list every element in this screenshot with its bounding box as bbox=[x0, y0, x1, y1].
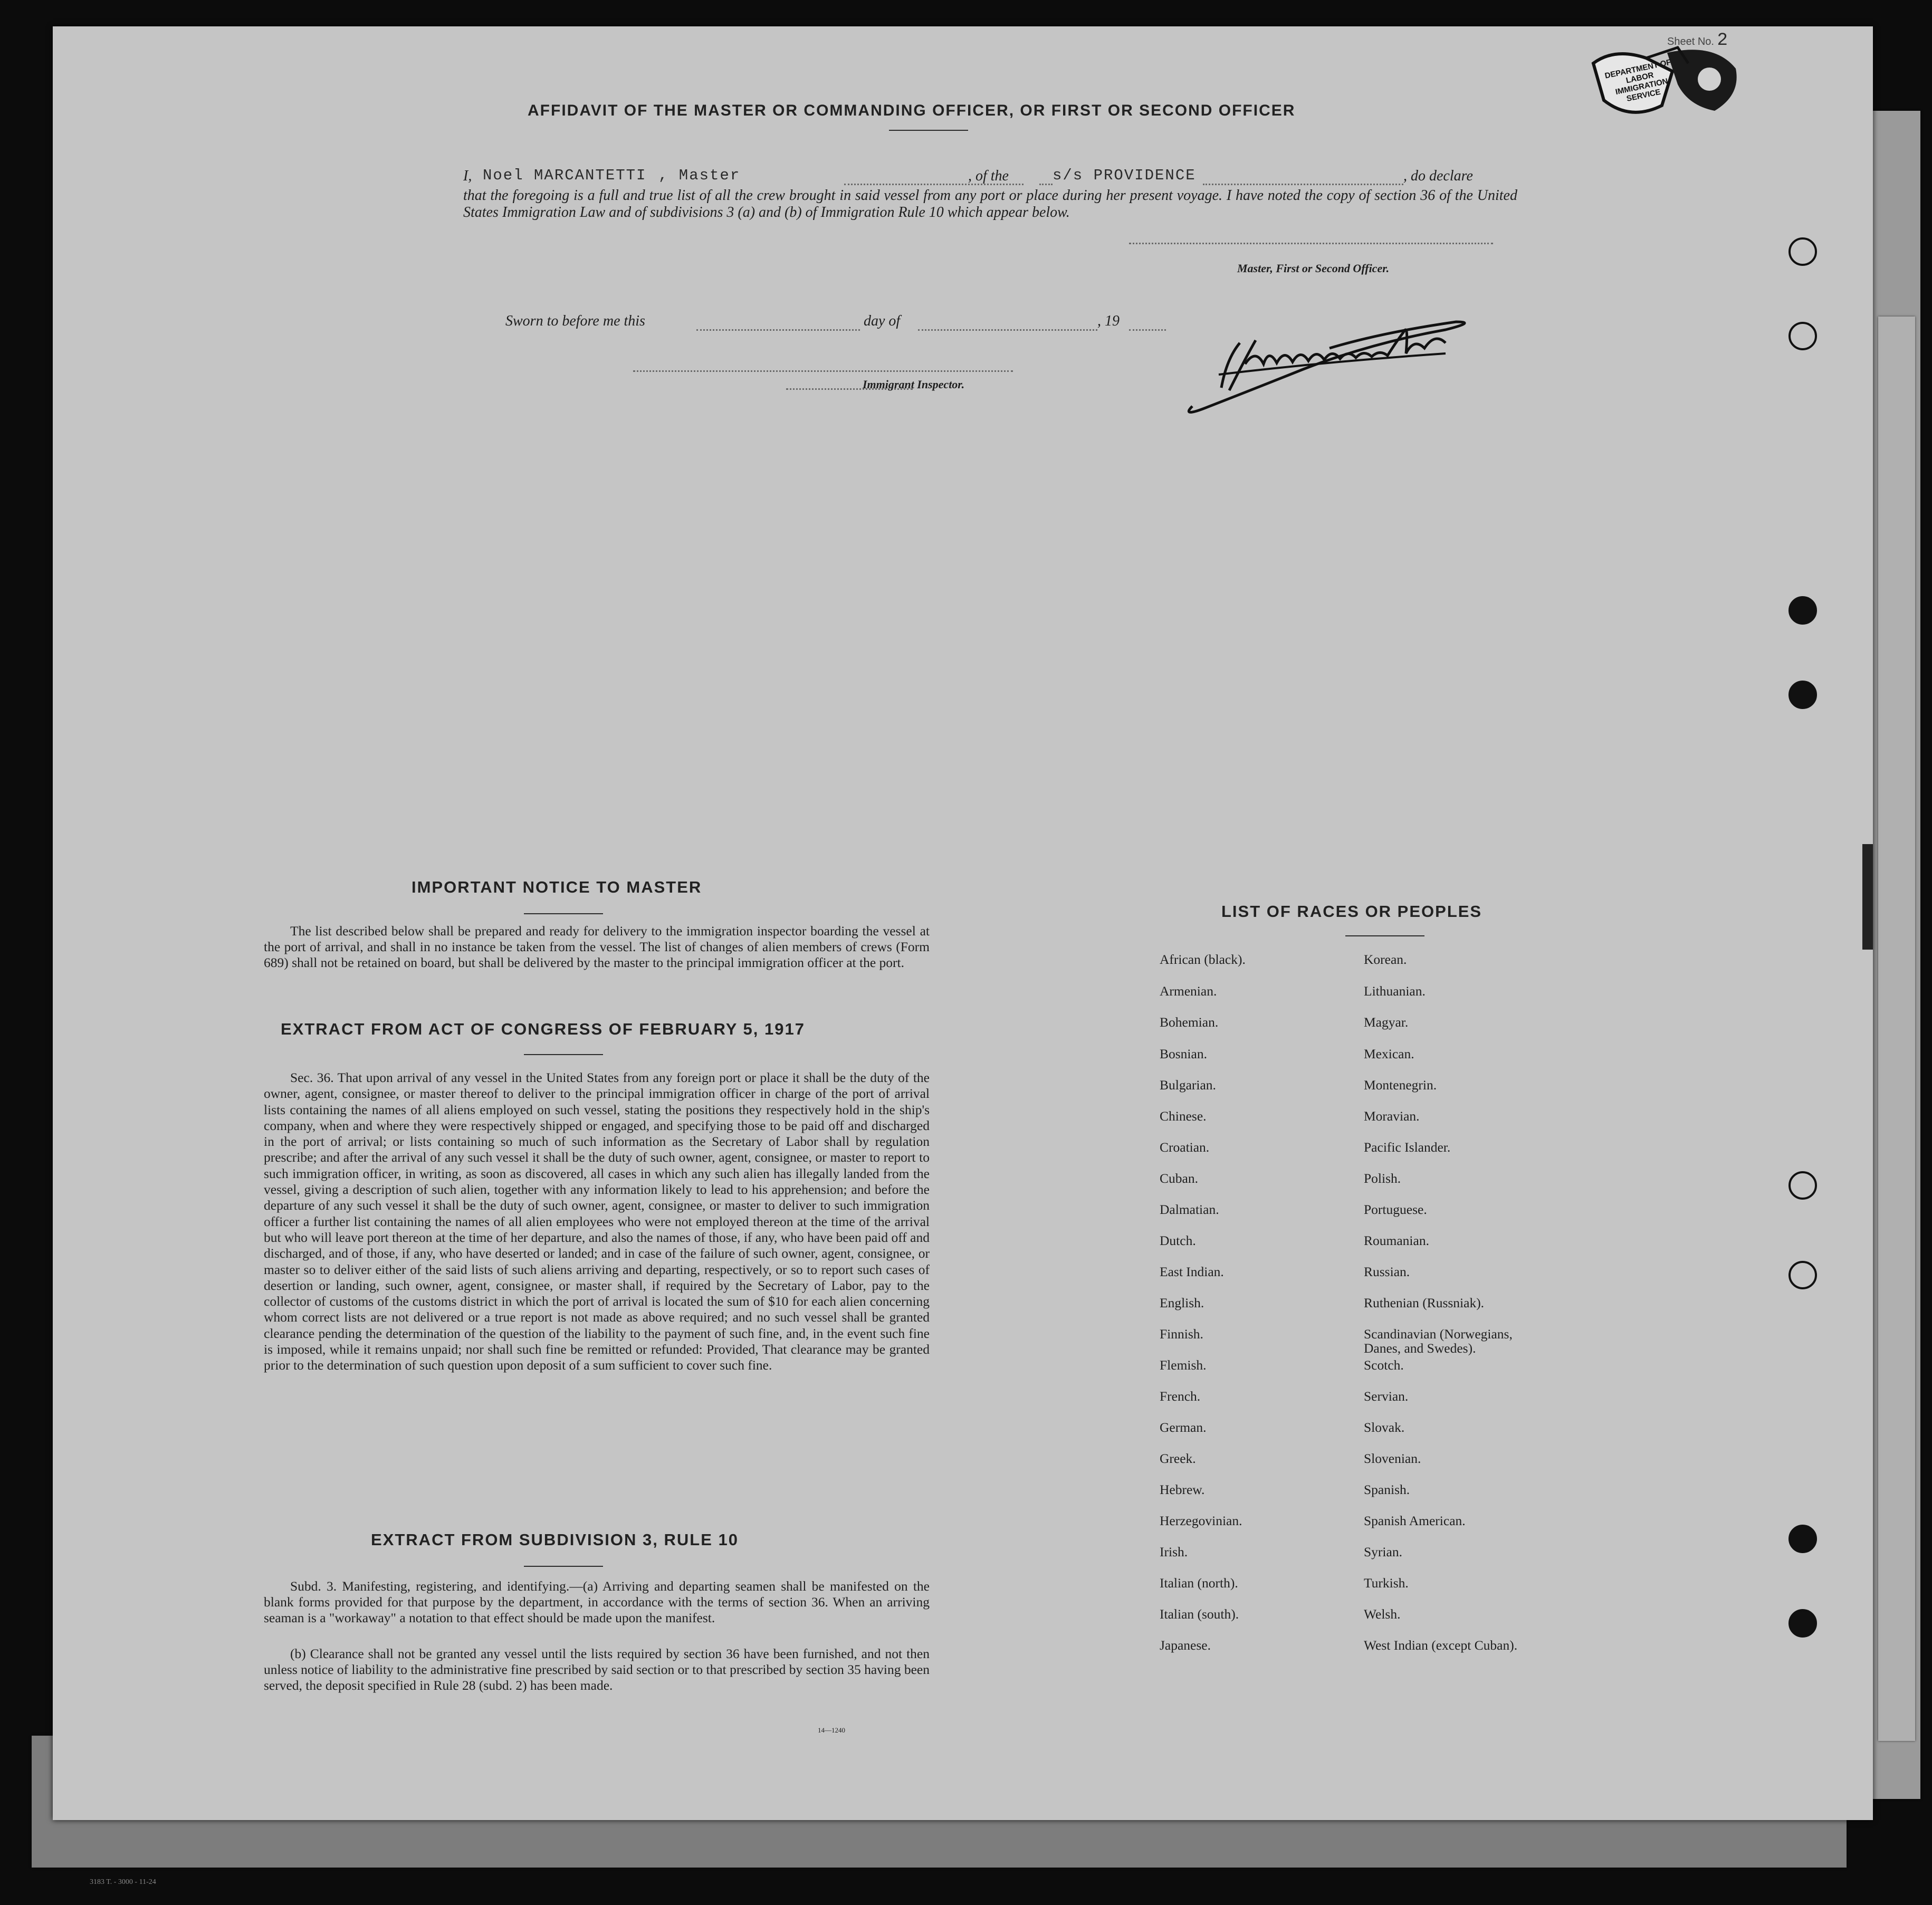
race-item: West Indian (except Cuban). bbox=[1364, 1638, 1518, 1653]
footer-print-code: 3183 T. - 3000 - 11-24 bbox=[90, 1878, 156, 1886]
race-item: Spanish American. bbox=[1364, 1513, 1466, 1528]
race-item: French. bbox=[1160, 1389, 1201, 1404]
punch-hole bbox=[1788, 1609, 1817, 1638]
race-item: African (black). bbox=[1160, 952, 1246, 967]
sworn-day-line bbox=[696, 329, 860, 331]
race-item: Portuguese. bbox=[1364, 1202, 1427, 1217]
race-item: Bohemian. bbox=[1160, 1014, 1219, 1030]
race-item: Moravian. bbox=[1364, 1108, 1420, 1124]
master-signature bbox=[1171, 301, 1488, 422]
race-item: Scotch. bbox=[1364, 1357, 1404, 1373]
rule-para-a: Subd. 3. Manifesting, registering, and identifying.—(a) Arriving and departing seamen shall be manifested on the blank forms provided for that purpose by the department, in accordance with the terms of section 36. When an arriving seaman is a "workaway" a notation to that effect should be made upon the manifest. bbox=[264, 1578, 930, 1626]
race-item: Irish. bbox=[1160, 1544, 1188, 1559]
punch-hole bbox=[1788, 1171, 1817, 1200]
sworn-prefix: Sworn to before me this bbox=[505, 313, 645, 329]
sworn-year-line bbox=[1129, 329, 1166, 331]
race-item: Magyar. bbox=[1364, 1014, 1409, 1030]
act-extract-body: Sec. 36. That upon arrival of any vessel in the United States from any foreign port or place it shall be the duty of the owner, agent, consignee, or master thereof to deliver to the principal immigration officer in charge of the port of arrival lists containing the names of all aliens employed on such vessel, stating the positions they respectively hold in the ship's company, when and where they were respectively shipped or engaged, and specifying those to be paid off and discharged in the port of arrival; or lists containing so much of such information as the Secretary of Labor shall by regulation prescribe; and after the arrival of any such vessel it shall be the duty of such owner, agent, consignee, or master to report to such immigration officer, in writing, as soon as discovered, all cases in which any such alien has illegally landed from the vessel, giving a description of such alien, together with any information likely to lead to his apprehension; and before the departure of any such vessel it shall be the duty of such owner, agent, consignee, or master to deliver to such immigration officer a further list containing the names of all alien employees who were not employed thereon at the time of the arrival but who will leave port thereon at the time of her departure, and also the names of those, if any, who have been paid off and discharged, and of those, if any, who have deserted or landed; and in case of the failure of such owner, agent, consignee, or master so to deliver either of the said lists of such aliens arriving and departing, respectively, or so to report such cases of desertion or landing, such owner, agent, consignee, or master shall, if required by the Secretary of Labor, pay to the collector of customs of the customs district in which the port of arrival is located the sum of $10 for each alien concerning whom correct lists are not delivered or a true report is not made as above required; and no such vessel shall be granted clearance pending the determination of the question of the liability to the payment of such fine, and, in the event such fine is imposed, while it remains unpaid; nor shall such fine be remitted or refunded: Provided, That clearance may be granted prior to the determination of such question upon deposit of a sum sufficient to cover such fine. bbox=[264, 1070, 930, 1373]
rule-underline bbox=[524, 1566, 603, 1567]
race-item: Hebrew. bbox=[1160, 1482, 1205, 1497]
vessel-name: s/s PROVIDENCE bbox=[1053, 167, 1196, 184]
form-number: 14—1240 bbox=[818, 1726, 845, 1734]
binding-strip bbox=[1862, 844, 1873, 950]
race-item: Cuban. bbox=[1160, 1171, 1198, 1186]
race-item: Flemish. bbox=[1160, 1357, 1207, 1373]
punch-hole bbox=[1788, 322, 1817, 350]
vessel-line-lead bbox=[1039, 184, 1053, 185]
race-item: Roumanian. bbox=[1364, 1233, 1429, 1248]
race-item: Finnish. bbox=[1160, 1326, 1203, 1342]
officer-caption: Master, First or Second Officer. bbox=[1237, 262, 1390, 275]
inspector-signature-line bbox=[633, 370, 1013, 372]
officer-name: Noel MARCANTETTI bbox=[483, 167, 647, 184]
race-item: Spanish. bbox=[1364, 1482, 1410, 1497]
do-declare-label: , do declare bbox=[1403, 168, 1473, 184]
punch-hole bbox=[1788, 1261, 1817, 1289]
race-item: Italian (south). bbox=[1160, 1606, 1239, 1622]
race-item: Slovak. bbox=[1364, 1420, 1405, 1435]
races-underline bbox=[1345, 935, 1424, 936]
day-of-label: day of bbox=[864, 313, 901, 329]
race-item: Mexican. bbox=[1364, 1046, 1414, 1061]
race-item: Herzegovinian. bbox=[1160, 1513, 1242, 1528]
race-item: Ruthenian (Russniak). bbox=[1364, 1295, 1485, 1310]
punch-hole bbox=[1788, 1525, 1817, 1553]
race-item: Welsh. bbox=[1364, 1606, 1401, 1622]
notice-title: IMPORTANT NOTICE TO MASTER bbox=[412, 878, 702, 896]
notice-body: The list described below shall be prepared and ready for delivery to the immigration inspector boarding the vessel at the port of arrival, and shall in no instance be taken from the vessel. The list of changes of alien members of crews (Form 689) shall not be retained on board, but shall be delivered by the master to the principal immigration officer at the port. bbox=[264, 923, 930, 971]
race-item: Italian (north). bbox=[1160, 1575, 1238, 1591]
race-item: Lithuanian. bbox=[1364, 983, 1426, 999]
affidavit-title: AFFIDAVIT OF THE MASTER OR COMMANDING OFFICER, OR FIRST OR SECOND OFFICER bbox=[528, 102, 1296, 119]
inspector-caption: Immigrant Inspector. bbox=[863, 378, 965, 391]
race-item: Montenegrin. bbox=[1364, 1077, 1437, 1093]
race-item: Greek. bbox=[1160, 1451, 1196, 1466]
race-item: Syrian. bbox=[1364, 1544, 1402, 1559]
race-item: Dutch. bbox=[1160, 1233, 1196, 1248]
race-item: Russian. bbox=[1364, 1264, 1410, 1279]
act-extract-title: EXTRACT FROM ACT OF CONGRESS OF FEBRUARY 5, 1917 bbox=[281, 1020, 805, 1038]
race-item: Japanese. bbox=[1160, 1638, 1211, 1653]
officer-rank: , Master bbox=[658, 167, 741, 184]
race-item: Polish. bbox=[1364, 1171, 1401, 1186]
act-underline bbox=[524, 1054, 603, 1055]
sworn-month-line bbox=[918, 329, 1097, 331]
underlying-sheet bbox=[1878, 317, 1915, 1741]
punch-hole bbox=[1788, 681, 1817, 709]
title-underline bbox=[889, 130, 968, 131]
race-item: Slovenian. bbox=[1364, 1451, 1421, 1466]
race-item: Croatian. bbox=[1160, 1140, 1210, 1155]
sheet-number: 2 bbox=[1717, 31, 1729, 51]
races-title: LIST OF RACES OR PEOPLES bbox=[1221, 902, 1483, 921]
race-item: Turkish. bbox=[1364, 1575, 1409, 1591]
race-item: Armenian. bbox=[1160, 983, 1217, 999]
officer-signature-line bbox=[1129, 243, 1493, 244]
race-item: East Indian. bbox=[1160, 1264, 1224, 1279]
affidavit-pronoun: I, bbox=[463, 168, 472, 184]
race-item: Dalmatian. bbox=[1160, 1202, 1219, 1217]
race-item: Korean. bbox=[1364, 952, 1407, 967]
year-prefix: , 19 bbox=[1097, 313, 1120, 329]
of-the-label: , of the bbox=[968, 168, 1009, 184]
notice-underline bbox=[524, 913, 603, 914]
race-item: English. bbox=[1160, 1295, 1204, 1310]
affidavit-body: that the foregoing is a full and true list of all the crew brought in said vessel from any port or place during her present voyage. I have noted the copy of section 36 of the United States Immigration Law and of subdivisions 3 (a) and (b) of Immigration Rule 10 which appear below. bbox=[463, 187, 1517, 221]
race-item: Bulgarian. bbox=[1160, 1077, 1216, 1093]
rule-extract-title: EXTRACT FROM SUBDIVISION 3, RULE 10 bbox=[371, 1530, 739, 1549]
race-item: German. bbox=[1160, 1420, 1207, 1435]
document-page bbox=[53, 26, 1873, 1820]
race-item: Chinese. bbox=[1160, 1108, 1207, 1124]
rule-para-b: (b) Clearance shall not be granted any vessel until the lists required by section 36 have been furnished, and not then unless notice of liability to the administrative fine prescribed by said section or to that prescribed by section 35 having been served, the deposit specified in Rule 28 (subd. 2) has been made. bbox=[264, 1646, 930, 1693]
vessel-line bbox=[1203, 184, 1403, 185]
race-item: Pacific Islander. bbox=[1364, 1140, 1451, 1155]
race-item: Bosnian. bbox=[1160, 1046, 1207, 1061]
punch-hole bbox=[1788, 237, 1817, 266]
race-item: Scandinavian (Norwegians, Danes, and Swedes). bbox=[1364, 1326, 1513, 1356]
seal-text: DEPARTMENT OF LABOR IMMIGRATION SERVICE bbox=[1604, 58, 1672, 104]
punch-hole bbox=[1788, 596, 1817, 625]
sheet-number-label: Sheet No. 2 bbox=[1667, 31, 1729, 51]
race-item: Servian. bbox=[1364, 1389, 1409, 1404]
